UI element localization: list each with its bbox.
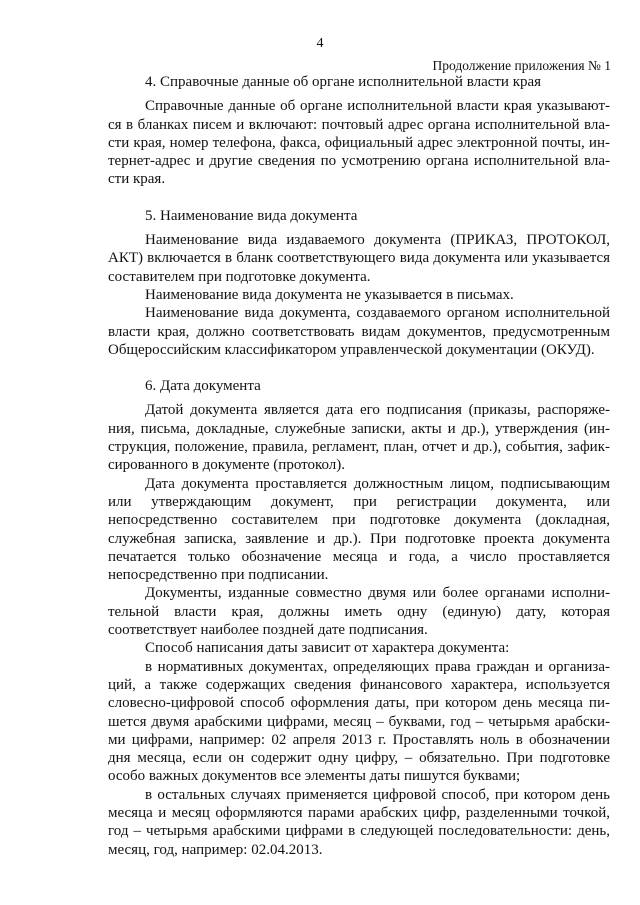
paragraph: Датой документа является дата его подписания (приказы, распоряжения, письма, докладные, служебные записки, акты и др.), утверждения (инструкция, положение, правила, регламент, план, отчет и др.), события, зафиксированного в документе (протокол).	[108, 402, 610, 474]
section-heading: 6. Дата документа	[145, 378, 261, 395]
paragraph: Справочные данные об органе исполнительной власти края указываются в бланках писем и включают: почтовый адрес органа исполнительной власти края, номер телефона, факса, официальный адрес электронной почты, интернет-адрес и другие сведения по усмотрению органа исполнительной власти края.	[108, 98, 610, 188]
paragraph: Наименование вида издаваемого документа (ПРИКАЗ, ПРОТОКОЛ, АКТ) включается в бланк соответствующего вида документа или указывается составителем при подготовке документа.	[108, 232, 610, 285]
section-document-type	[108, 207, 610, 359]
paragraph: Наименование вида документа, создаваемого органом исполнительной власти края, должно соответствовать видам документов, предусмотренным Общероссийским классификатором управленческой документации (ОКУД).	[108, 305, 610, 358]
document-body	[108, 73, 610, 859]
appendix-continuation-note: Продолжение приложения № 1	[432, 58, 611, 73]
section-heading: 4. Справочные данные об органе исполнительной власти края	[145, 74, 542, 90]
paragraph: в остальных случаях применяется цифровой способ, при котором день месяца и месяц оформляются парами арабских цифр, разделенными точкой, год – четырьмя арабскими цифрами в следующей последовательности: день, месяц, год, например: 02.04.2013.	[108, 786, 610, 858]
section-document-date	[108, 377, 610, 859]
paragraph: Способ написания даты зависит от характера документа:	[145, 640, 510, 657]
paragraph: Документы, изданные совместно двумя или более органами исполнительной власти края, должны иметь одну (единую) дату, которая соответствует наиболее поздней дате подписания.	[108, 585, 610, 639]
paragraph: Наименование вида документа не указывается в письмах.	[145, 286, 514, 303]
paragraph: в нормативных документах, определяющих права граждан и организаций, а также содержащих сведения финансового характера, используется словесно-цифровой способ оформления даты, при котором день месяца пишется двумя арабскими цифрами, месяц – буквами, год – четырьмя арабскими цифрами, например: 02 апреля 2013 г. Проставлять ноль в обозначении дня месяца, если он содержит одну цифру, – обязательно. При подготовке особо важных документов все элементы даты пишутся буквами;	[108, 658, 610, 785]
page-number: 4	[316, 36, 324, 51]
section-reference-data	[108, 73, 610, 189]
section-heading: 5. Наименование вида документа	[145, 207, 358, 224]
paragraph: Дата документа проставляется должностным лицом, подписывающим или утверждающим документ, при регистрации документа, или непосредственно составителем при подготовке документа (докладная, служебная записка, заявление и др.). При подготовке проекта документа печатается только обозначение месяца и года, а число проставляется непосредственно при подписании.	[108, 475, 610, 584]
